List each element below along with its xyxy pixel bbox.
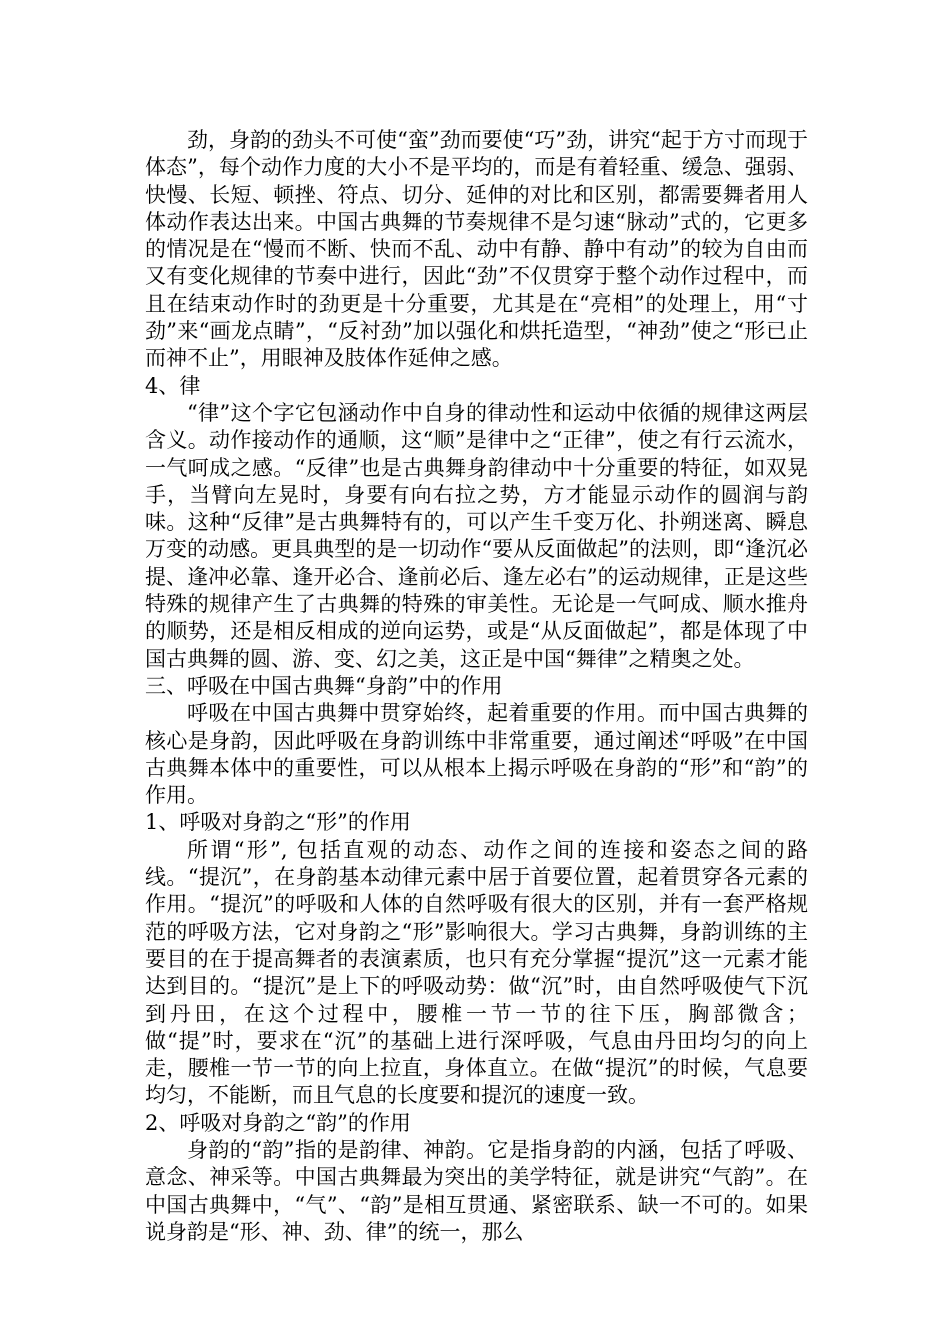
heading-breath-form: 1、呼吸对身韵之“形”的作用 [145, 810, 411, 835]
document-page [145, 127, 808, 1246]
heading-section-three: 三、呼吸在中国古典舞“身韵”中的作用 [145, 673, 503, 698]
paragraph-lv: “律”这个字它包涵动作中自身的律动性和运动中依循的规律这两层含义。动作接动作的通顺，这“顺”是律中之“正律”，使之有行云流水，一气呵成之感。“反律”也是古典舞身韵律动中十分重要的特征，如双晃手，当臂向左晃时，身要有向右拉之势，方才能显示动作的圆润与韵味。这种“反律”是古典舞特有的，可以产生千变万化、扑朔迷离、瞬息万变的动感。更具典型的是一切动作“要从反面做起”的法则，即“逢沉必提、逢冲必靠、逢开必合、逢前必后、逢左必右”的运动规律，正是这些特殊的规律产生了古典舞的特殊的审美性。无论是一气呵成、顺水推舟的顺势，还是相反相成的逆向运势，或是“从反面做起”，都是体现了中国古典舞的圆、游、变、幻之美，这正是中国“舞律”之精奥之处。 [145, 400, 808, 671]
heading-lv: 4、律 [145, 373, 201, 398]
heading-breath-rhyme: 2、呼吸对身韵之“韵”的作用 [145, 1110, 411, 1135]
paragraph-breath-intro: 呼吸在中国古典舞中贯穿始终，起着重要的作用。而中国古典舞的核心是身韵，因此呼吸在身韵训练中非常重要，通过阐述“呼吸”在中国古典舞本体中的重要性，可以从根本上揭示呼吸在身韵的“形”和“韵”的作用。 [145, 701, 808, 808]
paragraph-breath-rhyme: 身韵的“韵”指的是韵律、神韵。它是指身韵的内涵，包括了呼吸、意念、神采等。中国古典舞最为突出的美学特征，就是讲究“气韵”。在中国古典舞中，“气”、“韵”是相互贯通、紧密联系、缺一不可的。如果说身韵是“形、神、劲、律”的统一，那么 [145, 1137, 808, 1244]
paragraph-breath-form: 所谓“形”, 包括直观的动态、动作之间的连接和姿态之间的路线。“提沉”，在身韵基本动律元素中居于首要位置，起着贯穿各元素的作用。“提沉”的呼吸和人体的自然呼吸有很大的区别，并有一套严格规范的呼吸方法，它对身韵之“形”影响很大。学习古典舞，身韵训练的主要目的在于提高舞者的表演素质，也只有充分掌握“提沉”这一元素才能达到目的。“提沉”是上下的呼吸动势：做“沉”时，由自然呼吸使气下沉到丹田，在这个过程中，腰椎一节一节的往下压，胸部微含；做“提”时，要求在“沉”的基础上进行深呼吸，气息由丹田均匀的向上走，腰椎一节一节的向上拉直，身体直立。在做“提沉”的时候，气息要均匀，不能断，而且气息的长度要和提沉的速度一致。 [145, 837, 808, 1108]
paragraph-jin: 劲，身韵的劲头不可使“蛮”劲而要使“巧”劲，讲究“起于方寸而现于体态”，每个动作力度的大小不是平均的，而是有着轻重、缓急、强弱、快慢、长短、顿挫、符点、切分、延伸的对比和区别，都需要舞者用人体动作表达出来。中国古典舞的节奏规律不是匀速“脉动”式的，它更多的情况是在“慢而不断、快而不乱、动中有静、静中有动”的较为自由而又有变化规律的节奏中进行，因此“劲”不仅贯穿于整个动作过程中，而且在结束动作时的劲更是十分重要，尤其是在“亮相”的处理上，用“寸劲”来“画龙点睛”，“反衬劲”加以强化和烘托造型，“神劲”使之“形已止而神不止”，用眼神及肢体作延伸之感。 [145, 128, 808, 371]
